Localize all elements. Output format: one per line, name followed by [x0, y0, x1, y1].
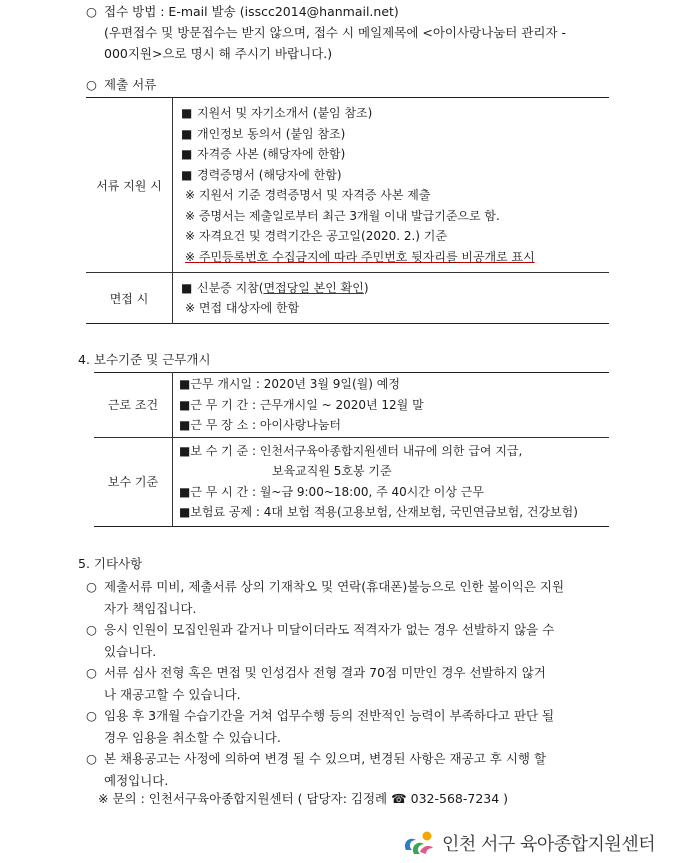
interview-row-content [173, 273, 610, 324]
submit-note-line-2: 000지원>으로 명시 해 주시기 바랍니다.) [104, 46, 333, 61]
note-item: ※ 증명서는 제출일로부터 최근 3개월 이내 발급기준으로 함. [185, 208, 500, 223]
list-item: ■근무 개시일 : 2020년 3월 9일(월) 예정 [179, 377, 400, 391]
work-condition-label: 근로 조건 [94, 373, 173, 438]
submit-method-line [86, 3, 399, 21]
pay-standard-content [173, 437, 610, 526]
note-item-emphasized: ※ 주민등록번호 수집금지에 따라 주민번호 뒷자리를 비공개로 표시 [185, 249, 535, 264]
docs-section-heading [86, 76, 156, 94]
list-item: ■근 무 장 소 : 아이사랑나눔터 [179, 418, 341, 432]
list-item-continued: 있습니다. [104, 643, 157, 659]
square-bullet-icon: ■ [181, 126, 193, 141]
note-item: ※ 자격요건 및 경력기간은 공고일(2020. 2.) 기준 [185, 229, 447, 243]
list-item: ■ 개인정보 동의서 (붙임 참조) [181, 124, 609, 145]
etc-section-title: 5. 기타사항 [78, 556, 143, 571]
circle-bullet: ○ [86, 4, 97, 19]
contact-line: ※ 문의 : 인천서구육아종합지원센터 ( 담당자: 김정례 ☎ 032-568-7234 ) [98, 791, 509, 806]
submit-note-line-1: (우편접수 및 방문접수는 받지 않으며, 접수 시 메일제목에 <아이사랑나눔터 관리자 - [104, 25, 567, 40]
square-bullet-icon: ■ [179, 505, 191, 519]
list-item-continued: 보육교직원 5호봉 기준 [272, 464, 392, 478]
square-bullet-icon: ■ [181, 280, 193, 295]
note-item: ※ 면접 대상자에 한함 [185, 301, 300, 315]
list-item: ■ 지원서 및 자기소개서 (붙임 참조) [181, 103, 609, 124]
square-bullet-icon: ■ [179, 484, 191, 499]
interview-row-label: 면접 시 [86, 273, 173, 324]
list-item-continued: 경우 임용을 취소할 수 있습니다. [104, 729, 281, 745]
square-bullet-icon: ■ [181, 106, 193, 120]
list-item-continued: 자가 책임집니다. [104, 600, 197, 616]
org-logo-icon [400, 828, 436, 858]
list-item: ■ 자격증 사본 (해당자에 한함) [181, 144, 609, 165]
square-bullet-icon: ■ [179, 397, 191, 412]
list-item-continued: 예정입니다. [104, 772, 169, 788]
list-item-continued: 나 재공고할 수 있습니다. [104, 686, 241, 702]
org-logo [400, 826, 655, 860]
list-item: ○ 서류 심사 전형 혹은 면접 및 인성검사 전형 결과 70점 미만인 경우 선발하지 않거 [86, 665, 546, 680]
square-bullet-icon: ■ [181, 147, 193, 161]
docs-table [86, 97, 609, 324]
list-item: ○ 본 채용공고는 사정에 의하여 변경 될 수 있으며, 변경된 사항은 재공고 후 시행 할 [86, 751, 547, 766]
list-item: ■근 무 시 간 : 월~금 9:00~18:00, 주 40시간 이상 근무 [179, 484, 484, 499]
list-item: ■보 수 기 준 : 인천서구육아종합지원센터 내규에 의한 급여 지급, [179, 443, 523, 458]
square-bullet-icon: ■ [179, 418, 191, 432]
pay-section-title: 4. 보수기준 및 근무개시 [78, 352, 211, 367]
list-item: ■ 신분증 지참(면접당일 본인 확인) [181, 278, 609, 299]
submit-method-text: 접수 방법 : E-mail 발송 (isscc2014@hanmail.net) [104, 4, 399, 19]
etc-list [86, 576, 611, 791]
docs-section-title: 제출 서류 [104, 77, 157, 92]
org-logo-text: 인천 서구 육아종합지원센터 [442, 834, 656, 855]
list-item: ■보험료 공제 : 4대 보험 적용(고용보험, 산재보험, 국민연금보험, 건강보험) [179, 505, 578, 519]
square-bullet-icon: ■ [179, 377, 191, 391]
square-bullet-icon: ■ [181, 167, 193, 182]
square-bullet-icon: ■ [179, 443, 191, 458]
docs-row-content [173, 98, 610, 273]
circle-bullet: ○ [86, 77, 97, 92]
pay-table [94, 372, 609, 527]
list-item: ■ 경력증명서 (해당자에 한함) [181, 165, 609, 186]
pay-standard-label: 보수 기준 [94, 437, 173, 526]
list-item: ○ 임용 후 3개월 수습기간을 거쳐 업무수행 등의 전반적인 능력이 부족하다고 판단 될 [86, 708, 555, 723]
list-item: ■근 무 기 간 : 근무개시일 ~ 2020년 12월 말 [179, 397, 424, 412]
note-item: ※ 지원서 기준 경력증명서 및 자격증 사본 제출 [185, 188, 431, 202]
list-item: ○ 제출서류 미비, 제출서류 상의 기재착오 및 연락(휴대폰)불능으로 인한 불이익은 지원 [86, 579, 565, 594]
work-condition-content [173, 373, 610, 438]
docs-row-label: 서류 지원 시 [86, 98, 173, 273]
list-item: ○ 응시 인원이 모집인원과 같거나 미달이더라도 적격자가 없는 경우 선발하지 않을 수 [86, 622, 555, 637]
